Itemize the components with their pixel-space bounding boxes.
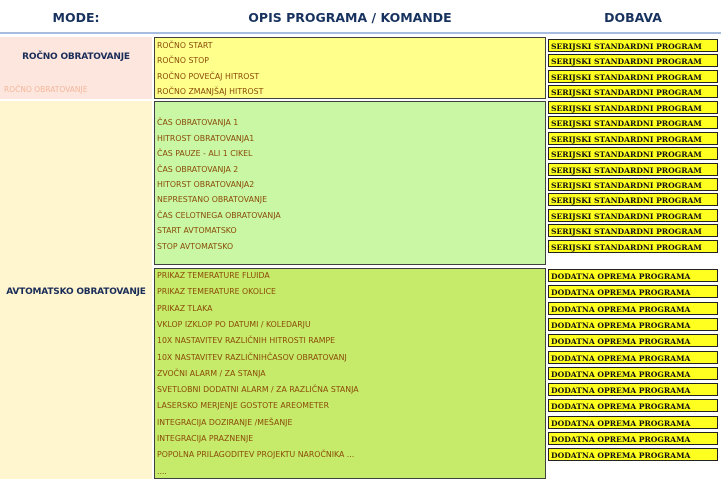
row-dodatna-6-text: ZVOČNI ALARM / ZA STANJA [157,368,266,378]
row-dodatna-0-text: PRIKAZ TEMERATURE FLUIDA [157,271,270,280]
row-rocno-2-dobava: SERIJSKI STANDARDNI PROGRAM [548,70,718,83]
row-serijski-4-dobava: SERIJSKI STANDARDNI PROGRAM [548,163,718,176]
row-dodatna-8-text: LASERSKO MERJENJE GOSTOTE AREOMETER [157,401,330,411]
row-serijski-7-text: ČAS CELOTNEGA OBRATOVANJA [157,210,281,220]
row-serijski-6-text: NEPRESTANO OBRATOVANJE [157,195,267,205]
row-dodatna-7-text: SVETLOBNI DODATNI ALARM / ZA RAZLIČNA STANJA [157,385,359,395]
row-dodatna-7-dobava: DODATNA OPREMA PROGRAMA [548,383,718,396]
row-rocno-2-text: ROČNO POVEČAJ HITROST [157,71,260,81]
row-dodatna-12-text: .... [157,466,167,476]
row-dodatna-5-dobava: DODATNA OPREMA PROGRAMA [548,351,718,364]
mode-cell-avtomatsko [0,101,152,479]
row-rocno-3-text: ROČNO ZMANJŠAJ HITROST [157,87,264,96]
row-serijski-5-text: HITORST OBRATOVANJA2 [157,180,255,189]
row-dodatna-3-text: VKLOP IZKLOP PO DATUMI / KOLEDARJU [157,319,311,329]
row-rocno-3-dobava: SERIJSKI STANDARDNI PROGRAM [548,85,718,98]
row-dodatna-11-text: POPOLNA PRILAGODITEV PROJEKTU NAROČNIKA ... [157,450,355,460]
row-dodatna-1-dobava: DODATNA OPREMA PROGRAMA [548,285,718,298]
row-dodatna-9-text: INTEGRACIJA DOZIRANJE /MEŠANJE [157,417,293,427]
row-dodatna-10-text: INTEGRACIJA PRAZNENJE [157,434,254,443]
mode-label-rocno: ROČNO OBRATOVANJE [22,52,130,62]
header-mode: MODE: [52,10,100,25]
row-serijski-1-dobava: SERIJSKI STANDARDNI PROGRAM [548,116,718,129]
row-dodatna-10-dobava: DODATNA OPREMA PROGRAMA [548,432,718,445]
row-dodatna-2-dobava: DODATNA OPREMA PROGRAMA [548,302,718,315]
row-rocno-1-dobava: SERIJSKI STANDARDNI PROGRAM [548,54,718,67]
header-divider [0,32,721,34]
row-rocno-0-text: ROČNO START [157,40,213,50]
row-dodatna-8-dobava: DODATNA OPREMA PROGRAMA [548,399,718,412]
row-serijski-0-dobava: SERIJSKI STANDARDNI PROGRAM [548,101,718,114]
row-dodatna-3-dobava: DODATNA OPREMA PROGRAMA [548,318,718,331]
header-dobava: DOBAVA [604,10,662,25]
row-dodatna-1-text: PRIKAZ TEMERATURE OKOLICE [157,287,276,297]
row-dodatna-2-text: PRIKAZ TLAKA [157,303,213,313]
row-dodatna-4-dobava: DODATNA OPREMA PROGRAMA [548,334,718,347]
mode-ghost-text: ROČNO OBRATOVANJE [4,85,88,94]
row-serijski-0-text [157,100,545,115]
row-dodatna-5-text: 10X NASTAVITEV RAZLIČNIHČASOV OBRATOVANJ [157,352,347,362]
row-serijski-1-text: ČAS OBRATOVANJA 1 [157,118,239,128]
row-dodatna-11-dobava: DODATNA OPREMA PROGRAMA [548,448,718,461]
mode-cell-rocno [0,37,152,99]
row-serijski-2-text: HITROST OBRATOVANJA1 [157,133,255,143]
row-serijski-9-text: STOP AVTOMATSKO [157,241,234,251]
row-serijski-2-dobava: SERIJSKI STANDARDNI PROGRAM [548,132,718,145]
row-rocno-0-dobava: SERIJSKI STANDARDNI PROGRAM [548,39,718,52]
row-serijski-7-dobava: SERIJSKI STANDARDNI PROGRAM [548,209,718,222]
row-serijski-3-dobava: SERIJSKI STANDARDNI PROGRAM [548,147,718,160]
row-serijski-5-dobava: SERIJSKI STANDARDNI PROGRAM [548,178,718,191]
row-rocno-1-text: ROČNO STOP [157,56,209,65]
row-dodatna-4-text: 10X NASTAVITEV RAZLIČNIH HITROSTI RAMPE [157,336,336,346]
row-serijski-9-dobava: SERIJSKI STANDARDNI PROGRAM [548,240,718,253]
row-dodatna-9-dobava: DODATNA OPREMA PROGRAMA [548,416,718,429]
row-dodatna-6-dobava: DODATNA OPREMA PROGRAMA [548,367,718,380]
row-dodatna-0-dobava: DODATNA OPREMA PROGRAMA [548,269,718,282]
row-serijski-8-text: START AVTOMATSKO [157,226,237,236]
row-serijski-8-dobava: SERIJSKI STANDARDNI PROGRAM [548,224,718,237]
row-serijski-6-dobava: SERIJSKI STANDARDNI PROGRAM [548,193,718,206]
header-opis-programa: OPIS PROGRAMA / KOMANDE [248,10,452,25]
row-serijski-3-text: ČAS PAUZE - ALI 1 CIKEL [157,149,253,159]
row-serijski-4-text: ČAS OBRATOVANJA 2 [157,164,239,174]
mode-label-avtomatsko: AVTOMATSKO OBRATOVANJE [6,287,146,297]
